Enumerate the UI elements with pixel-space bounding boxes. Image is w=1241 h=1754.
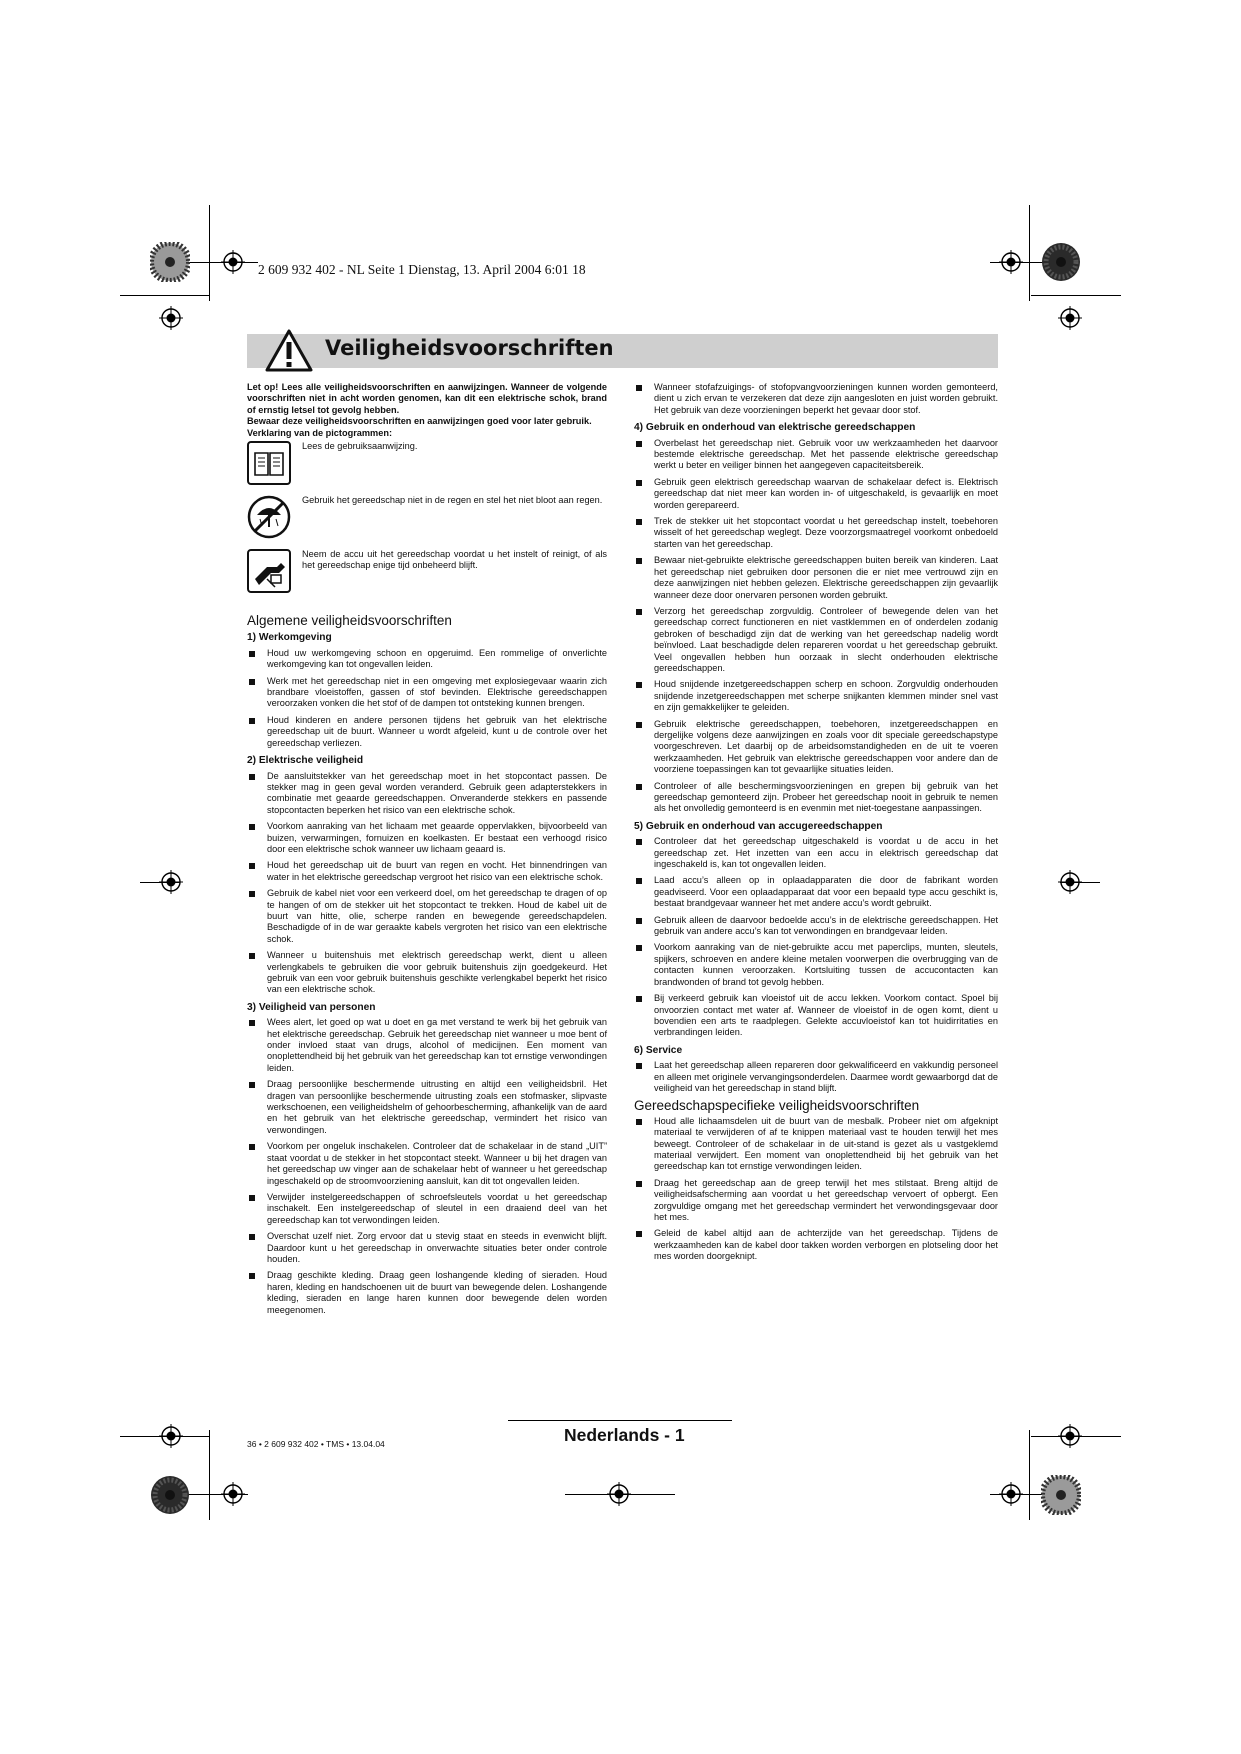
list-item: Houd alle lichaamsdelen uit de buurt van de mesbalk. Probeer niet om afgeknipt materiaal te verwijderen of af te knippen materiaal vast te houden terwijl het mes beweegt. Controleer of de schakelaar in de uit-stand is gezet als u vastgeklemd materiaal verwijdert. Een moment van onoplettendheid bij het gebruik van het gereedschap kan tot ernstige verwondingen leiden.: [634, 1116, 998, 1173]
crop-mark: [1029, 1430, 1030, 1520]
registration-mark-icon: [159, 870, 183, 894]
footer-rule: [508, 1420, 732, 1421]
left-column: [247, 382, 607, 1321]
footer-code: 36 • 2 609 932 402 • TMS • 13.04.04: [247, 1439, 385, 1449]
print-header: 2 609 932 402 - NL Seite 1 Dienstag, 13. April 2004 6:01 18: [258, 262, 586, 277]
list-item: Houd kinderen en andere personen tijdens het gebruik van het elektrische gereedschap uit de buurt. Wanneer u wordt afgeleid, kunt u de controle over het gereedschap verliezen.: [247, 715, 607, 749]
book-icon: [247, 441, 291, 485]
pictogram-text: Lees de gebruiksaanwijzing.: [302, 441, 418, 452]
warning-icon: [265, 328, 313, 372]
list-item: Controleer of alle beschermingsvoorzieningen en grepen bij gebruik van het gereedschap gemonteerd zijn. Probeer het gereedschap nooit in gebruik te nemen als het onvolledig gemonteerd is en evenmin met niet-toegestane aanpassingen.: [634, 781, 998, 815]
bullet-list: [247, 771, 607, 996]
list-item: Draag geschikte kleding. Draag geen loshangende kleding of sieraden. Houd haren, kleding en handschoenen uit de buurt van bewegende delen. Loshangende kleding, sieraden en lange haren kunnen door bewegende delen worden meegenomen.: [247, 1270, 607, 1316]
registration-mark-icon: [221, 250, 245, 274]
crop-mark: [209, 1430, 210, 1520]
page-title: Veiligheidsvoorschriften: [325, 336, 614, 360]
list-item: Laat het gereedschap alleen repareren door gekwalificeerd en vakkundig personeel en alleen met originele vervangingsonderdelen. Daarmee wordt gewaarborgd dat de veiligheid van het gereedschap in stand blijft.: [634, 1060, 998, 1094]
bullet-list: [634, 438, 998, 815]
intro-keep: Bewaar deze veiligheidsvoorschriften en aanwijzingen goed voor later gebruik.: [247, 416, 592, 427]
list-item: Bewaar niet-gebruikte elektrische gereedschappen buiten bereik van kinderen. Laat het gereedschap niet gebruiken door personen die er niet mee vertrouwd zijn en deze aanwijzingen niet hebben gelezen. Elektrische gereedschappen zijn gevaarlijk wanneer deze door onervaren personen worden gebruikt.: [634, 555, 998, 601]
list-item: Gebruik alleen de daarvoor bedoelde accu’s in de elektrische gereedschappen. Het gebruik van andere accu’s kan tot verwondingen en brandgevaar leiden.: [634, 915, 998, 938]
list-item: Voorkom aanraking van het lichaam met geaarde oppervlakken, bijvoorbeeld van buizen, verwarmingen, fornuizen en koelkasten. Er bestaat een verhoogd risico door een elektrische schok wanneer uw lichaam geaard is.: [247, 821, 607, 855]
crop-mark: [209, 205, 210, 301]
list-item: Overschat uzelf niet. Zorg ervoor dat u stevig staat en steeds in evenwicht blijft. Daardoor kunt u het gereedschap in onverwachte situaties beter onder controle houden.: [247, 1231, 607, 1265]
pictogram-row: [247, 495, 607, 547]
registration-mark-icon: [1058, 870, 1082, 894]
intro-warning: Let op! Lees alle veiligheidsvoorschriften en aanwijzingen. Wanneer de volgende voorschriften niet in acht worden genomen, kan dit een elektrische schok, brand of ernstig letsel tot gevolg hebben.: [247, 382, 607, 415]
subsection-heading: 5) Gebruik en onderhoud van accugereedschappen: [634, 820, 883, 832]
list-item: Laad accu’s alleen op in oplaadapparaten die door de fabrikant worden geadviseerd. Voor een oplaadapparaat dat voor een bepaald type accu geschikt is, bestaat brandgevaar wanneer het met andere accu’s wordt gebruikt.: [634, 875, 998, 909]
registration-mark-icon: [607, 1482, 631, 1506]
pictogram-heading: Verklaring van de pictogrammen:: [247, 427, 393, 438]
list-item: Gebruik geen elektrisch gereedschap waarvan de schakelaar defect is. Elektrisch gereedschap dat niet meer kan worden in- of uitgeschakeld, is gevaarlijk en moet worden gerepareerd.: [634, 477, 998, 511]
list-item: Houd uw werkomgeving schoon en opgeruimd. Een rommelige of onverlichte werkomgeving kan tot ongevallen leiden.: [247, 648, 607, 671]
color-rosette-icon: [150, 242, 190, 282]
bullet-list: [247, 648, 607, 749]
list-item: Verwijder instelgereedschappen of schroefsleutels voordat u het gereedschap inschakelt. Een instelgereedschap of sleutel in een draaiend deel van het gereedschap kan tot verwondingen leiden.: [247, 1192, 607, 1226]
list-item: Draag persoonlijke beschermende uitrusting en altijd een veiligheidsbril. Het dragen van persoonlijke beschermende uitrusting zoals een stofmasker, slipvaste werkschoenen, een veiligheidshelm of gehoorbescherming, afhankelijk van de aard en het gebruik van het elektrische gereedschap, vermindert het risico van verwondingen.: [247, 1079, 607, 1136]
subsection-heading: 2) Elektrische veiligheid: [247, 755, 364, 767]
crop-mark: [1031, 295, 1121, 296]
list-item: De aansluitstekker van het gereedschap moet in het stopcontact passen. De stekker mag in geen geval worden veranderd. Gebruik geen adapterstekkers in combinatie met geaarde gereedschappen. Onveranderde stekkers en passende stopcontacten beperken het risico van een elektrische schok.: [247, 771, 607, 817]
list-item: Overbelast het gereedschap niet. Gebruik voor uw werkzaamheden het daarvoor bestemde elektrische gereedschap. Met het passende elektrische gereedschap werkt u beter en veiliger binnen het aangegeven capaciteitsbereik.: [634, 438, 998, 472]
bullet-list: [634, 1116, 998, 1263]
list-item: Gebruik de kabel niet voor een verkeerd doel, om het gereedschap te dragen of op te hangen of om de stekker uit het stopcontact te trekken. Houd de kabel uit de buurt van hitte, olie, scherpe randen en bewegende gereedschapdelen. Beschadigde of in de war geraakte kabels vergroten het risico van een elektrische schok.: [247, 888, 607, 945]
list-item: Draag het gereedschap aan de greep terwijl het mes stilstaat. Breng altijd de veiligheidsafscherming aan voordat u het gereedschap vervoert of opbergt. Een zorgvuldige omgang met het gereedschap vermindert het verwondingsgevaar door het mes.: [634, 1178, 998, 1224]
page-number: Nederlands - 1: [564, 1425, 685, 1445]
registration-mark-icon: [1058, 1424, 1082, 1448]
pictogram-text: Gebruik het gereedschap niet in de regen en stel het niet bloot aan regen.: [302, 495, 603, 506]
bullet-list: [634, 1060, 998, 1094]
subsection-heading: 3) Veiligheid van personen: [247, 1001, 376, 1013]
crop-mark: [120, 295, 210, 296]
list-item: Bij verkeerd gebruik kan vloeistof uit de accu lekken. Voorkom contact. Spoel bij onvoorzien contact met water af. Wanneer de vloeistof in de ogen komt, dient u bovendien een arts te raadplegen. Gelekte accuvloeistof kan tot huidirritaties en verbrandingen leiden.: [634, 993, 998, 1039]
intro: [247, 382, 607, 439]
right-column: [634, 382, 998, 1268]
registration-mark-icon: [999, 1482, 1023, 1506]
color-rosette-icon: [150, 1475, 190, 1515]
list-item: Houd het gereedschap uit de buurt van regen en vocht. Het binnendringen van water in het elektrische gereedschap vergroot het risico van een elektrische schok.: [247, 860, 607, 883]
registration-mark-icon: [159, 306, 183, 330]
list-item: Wanneer u buitenshuis met elektrisch gereedschap werkt, dient u alleen verlengkabels te gebruiken die voor gebruik buitenshuis zijn goedgekeurd. Het gebruik van een voor gebruik buitenshuis geschikte verlengkabel beperkt het risico van een elektrische schok.: [247, 950, 607, 996]
bullet-list: [247, 1017, 607, 1316]
bullet-list: [634, 382, 998, 416]
list-item: Gebruik elektrische gereedschappen, toebehoren, inzetgereedschappen en dergelijke volgens deze aanwijzingen en zoals voor dit speciale gereedschapstype voorgeschreven. Let daarbij op de arbeidsomstandigheden en de uit te voeren werkzaamheden. Het gebruik van elektrische gereedschappen voor andere dan de voorziene toepassingen kan tot gevaarlijke situaties leiden.: [634, 719, 998, 776]
remove-battery-icon: [247, 549, 291, 593]
section-heading: Gereedschapspecifieke veiligheidsvoorschriften: [634, 1098, 920, 1114]
registration-mark-icon: [159, 1424, 183, 1448]
subsection-heading: 1) Werkomgeving: [247, 632, 332, 644]
bullet-list: [634, 836, 998, 1039]
pictogram-row: [247, 441, 607, 493]
list-item: Geleid de kabel altijd aan de achterzijde van het gereedschap. Tijdens de werkzaamheden kan de kabel door takken worden verborgen en plotseling door het mes worden doorgeknipt.: [634, 1228, 998, 1262]
list-item: Verzorg het gereedschap zorgvuldig. Controleer of bewegende delen van het gereedschap correct functioneren en niet vastklemmen en of onderdelen zodanig gebroken of beschadigd zijn dat de werking van het gereedschap nadelig wordt beïnvloed. Laat beschadigde delen repareren voordat u het gereedschap gebruikt. Veel ongevallen hebben hun oorzaak in slecht onderhouden elektrische gereedschappen.: [634, 606, 998, 674]
registration-mark-icon: [999, 250, 1023, 274]
list-item: Wees alert, let goed op wat u doet en ga met verstand te werk bij het gebruik van het elektrische gereedschap. Gebruik het gereedschap niet wanneer u moe bent of onder invloed staat van drugs, alcohol of medicijnen. Een moment van onoplettendheid bij het gebruik van het gereedschap kan tot ernstige verwondingen leiden.: [247, 1017, 607, 1074]
subsection-heading: 4) Gebruik en onderhoud van elektrische gereedschappen: [634, 422, 916, 434]
registration-mark-icon: [221, 1482, 245, 1506]
section-heading: Algemene veiligheidsvoorschriften: [247, 613, 452, 629]
list-item: Voorkom per ongeluk inschakelen. Controleer dat de schakelaar in de stand „UIT” staat voordat u de stekker in het stopcontact steekt. Wanneer u bij het dragen van het gereedschap uw vinger aan de schakelaar hebt of wanneer u het gereedschap ingeschakeld op de stroomvoorziening aansluit, kan dit tot ongevallen leiden.: [247, 1141, 607, 1187]
list-item: Wanneer stofafzuigings- of stofopvangvoorzieningen kunnen worden gemonteerd, dient u zich ervan te verzekeren dat deze zijn aangesloten en juist worden gebruikt. Het gebruik van deze voorzieningen beperkt het gevaar door stof.: [634, 382, 998, 416]
color-rosette-icon: [1041, 1475, 1081, 1515]
list-item: Trek de stekker uit het stopcontact voordat u het gereedschap instelt, toebehoren wisselt of het gereedschap weglegt. Deze voorzorgsmaatregel voorkomt onbedoeld starten van het gereedschap.: [634, 516, 998, 550]
crop-mark: [1029, 205, 1030, 301]
list-item: Voorkom aanraking van de niet-gebruikte accu met paperclips, munten, sleutels, spijkers, schroeven en andere kleine metalen voorwerpen die overbrugging van de contacten kunnen veroorzaken. Kortsluiting tussen de accucontacten kan brandwonden of brand tot gevolg hebben.: [634, 942, 998, 988]
list-item: Controleer dat het gereedschap uitgeschakeld is voordat u de accu in het gereedschap zet. Het inzetten van een accu in elektrisch gereedschap dat ingeschakeld is, kan tot ongevallen leiden.: [634, 836, 998, 870]
pictogram-row: [247, 549, 607, 601]
color-rosette-icon: [1041, 242, 1081, 282]
subsection-heading: 6) Service: [634, 1044, 683, 1056]
list-item: Werk met het gereedschap niet in een omgeving met explosiegevaar waarin zich brandbare vloeistoffen, gassen of stof bevinden. Elektrische gereedschappen veroorzaken vonken die het stof of de dampen tot ontsteking kunnen brengen.: [247, 676, 607, 710]
no-rain-icon: [247, 495, 291, 539]
registration-mark-icon: [1058, 306, 1082, 330]
list-item: Houd snijdende inzetgereedschappen scherp en schoon. Zorgvuldig onderhouden snijdende inzetgereedschappen met scherpe snijkanten klemmen minder snel vast en zijn gemakkelijker te geleiden.: [634, 679, 998, 713]
pictogram-text: Neem de accu uit het gereedschap voordat u het instelt of reinigt, of als het gereedschap enige tijd onbeheerd blijft.: [302, 549, 607, 571]
